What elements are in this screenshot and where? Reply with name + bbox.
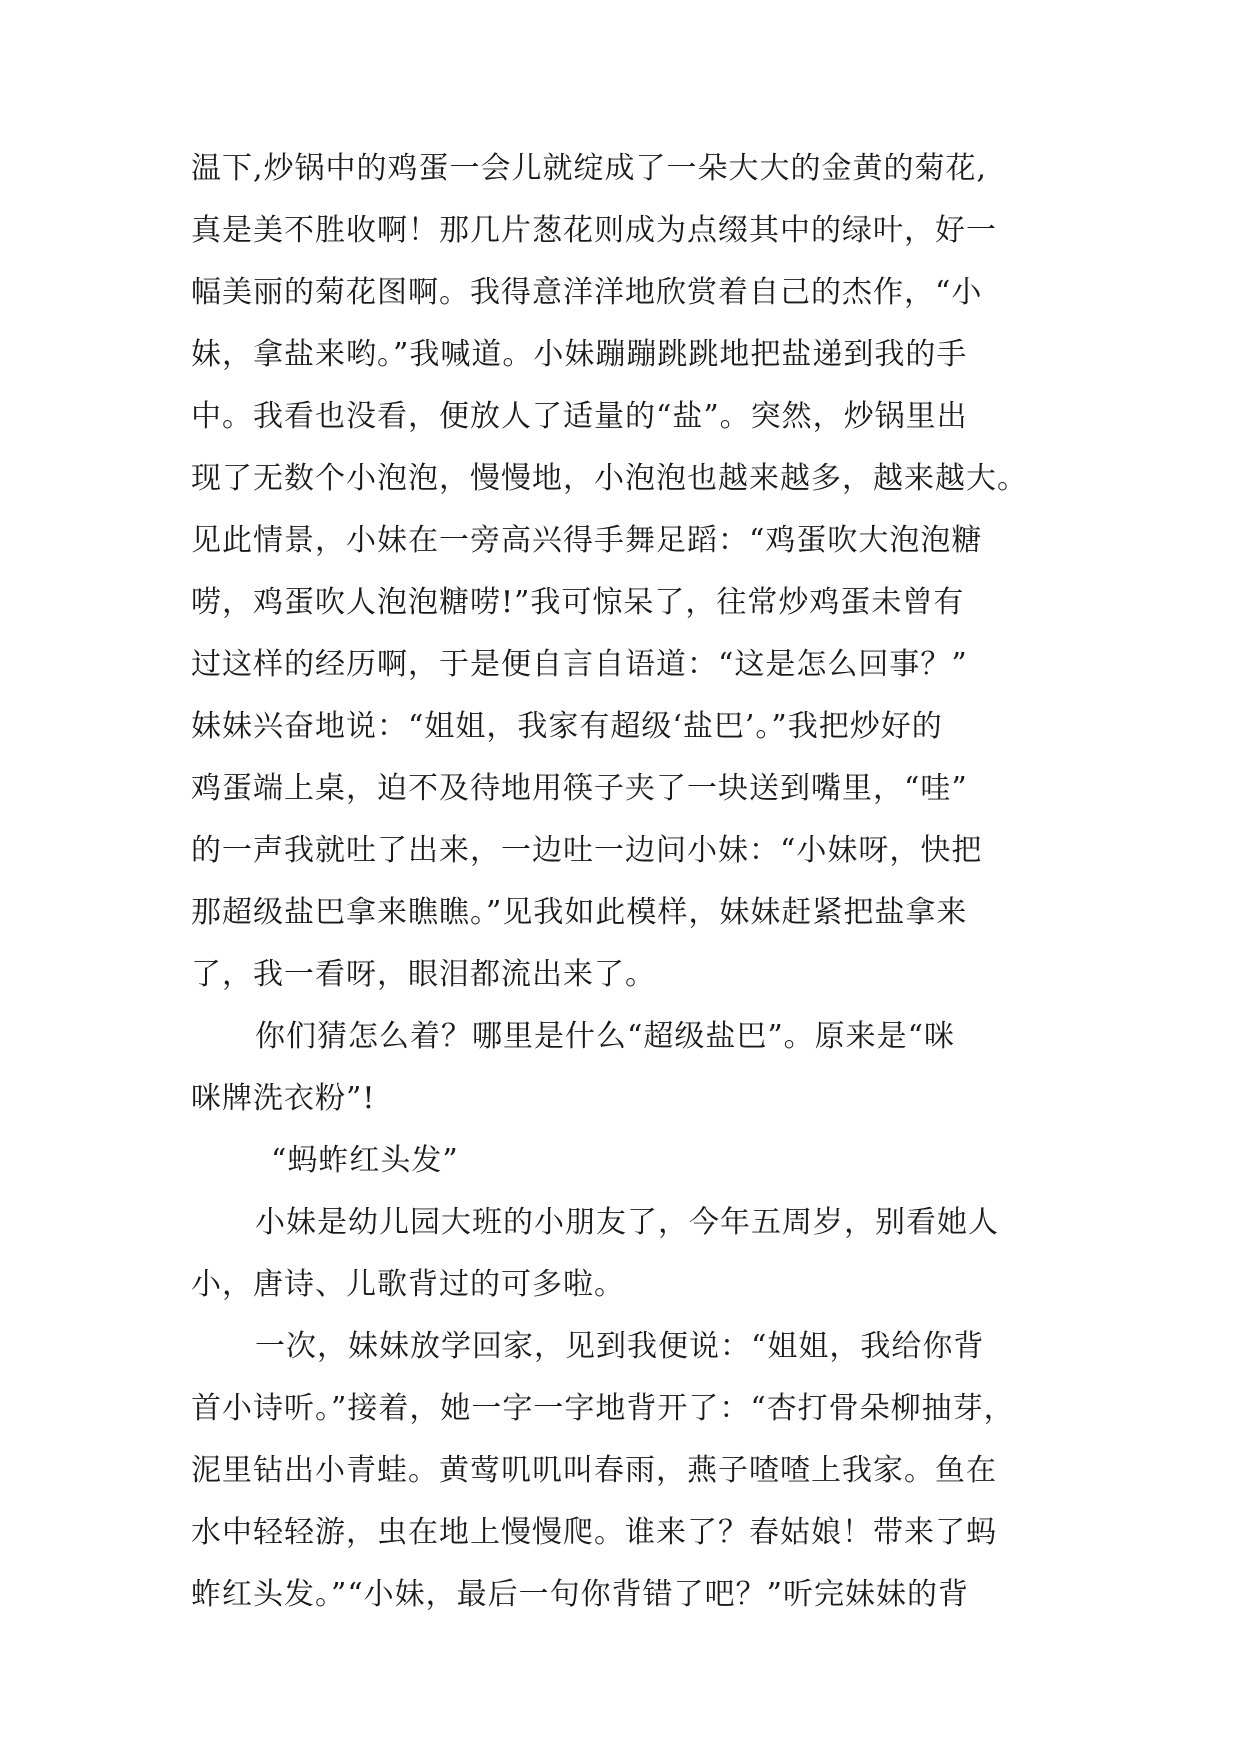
text-line: 首小诗听。”接着，她一字一字地背开了：“杏打骨朵柳抽芽， [191,1391,1015,1426]
text-line: 那超级盐巴拿来瞧瞧。”见我如此模样，妹妹赶紧把盐拿来 [191,895,968,930]
text-line: 妹，拿盐来哟。”我喊道。小妹蹦蹦跳跳地把盐递到我的手 [191,337,968,372]
text-line: 妹妹兴奋地说：“姐姐，我家有超级‘盐巴’。”我把炒好的 [191,709,943,744]
text-line: 温下,炒锅中的鸡蛋一会儿就绽成了一朵大大的金黄的菊花, [191,151,988,186]
text-line: 泥里钻出小青蛙。黄莺叽叽叫春雨，燕子喳喳上我家。鱼在 [191,1453,997,1488]
text-line: 蚱红头发。”“小妹，最后一句你背错了吧？”听完妹妹的背 [191,1577,970,1612]
text-line: 了，我一看呀，眼泪都流出来了。 [191,957,656,992]
text-line: 小，唐诗、儿歌背过的可多啦。 [191,1267,625,1302]
text-line: 见此情景，小妹在一旁高兴得手舞足蹈：“鸡蛋吹大泡泡糖 [191,523,983,558]
text-line: 水中轻轻游，虫在地上慢慢爬。谁来了？春姑娘！带来了蚂 [191,1515,997,1550]
text-line: 的一声我就吐了出来，一边吐一边问小妹：“小妹呀，快把 [191,833,983,868]
text-line: 咪牌洗衣粉”! [191,1081,376,1116]
paragraph-first-line: 你们猜怎么着？哪里是什么“超级盐巴”。原来是“咪 [255,1019,956,1054]
text-line: 鸡蛋端上桌，迫不及待地用筷子夹了一块送到嘴里，“哇” [191,771,968,806]
text-line: 幅美丽的菊花图啊。我得意洋洋地欣赏着自己的杰作，“小 [191,275,983,310]
text-line: 中。我看也没看，便放人了适量的“盐”。突然，炒锅里出 [191,399,968,434]
text-line: 真是美不胜收啊！那几片葱花则成为点缀其中的绿叶，好一 [191,213,997,248]
text-line: 现了无数个小泡泡，慢慢地，小泡泡也越来越多，越来越大。 [191,461,1028,496]
text-line: 过这样的经历啊，于是便自言自语道：“这是怎么回事？” [191,647,968,682]
text-line: 唠，鸡蛋吹人泡泡糖唠!”我可惊呆了，往常炒鸡蛋未曾有 [191,585,965,620]
section-title: “蚂蚱红头发” [271,1143,459,1178]
paragraph-first-line: 一次，妹妹放学回家，见到我便说：“姐姐，我给你背 [255,1329,985,1364]
paragraph-first-line: 小妹是幼儿园大班的小朋友了，今年五周岁，别看她人 [255,1205,999,1240]
